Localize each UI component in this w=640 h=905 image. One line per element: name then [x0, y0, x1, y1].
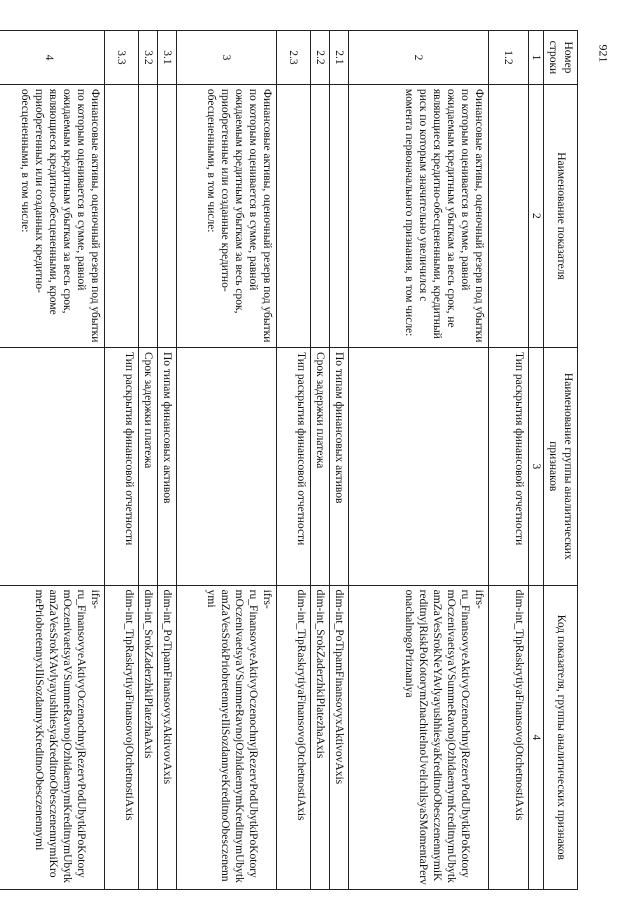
row-group: По типам финансовых активов: [329, 347, 348, 585]
index-cell: 2: [528, 84, 543, 347]
table-row: [488, 31, 528, 890]
row-number: 2.1: [329, 31, 348, 85]
header-indicator-name: Наименование показателя: [544, 84, 578, 347]
row-group: Тип раскрытия финансовой отчетности: [488, 347, 528, 585]
table-row: [176, 31, 276, 890]
row-name: [138, 84, 157, 347]
row-code: dim-int_PoTipamFinansovyxAktivovAxis: [157, 585, 176, 889]
row-group: По типам финансовых активов: [157, 347, 176, 585]
row-code: ifrs-ru_FinansovyeAktivyOczenochnyjRezervPodUbytkiPoKotorymOczenivaetsyaVSummeRavnojOzhidaemymKreditnymUbytkamZaVesSrokPriobretennyeIliSozdannyeKreditnoObesczenennymi: [176, 585, 276, 889]
page-number: 921: [596, 44, 611, 63]
row-code: ifrs-ru_FinansovyeAktivyOczenochnyjRezervPodUbytkiPoKotorymOczenivaetsyaVSummeRavnojOzhidaemymKreditnymUbytkamZaVesSrokYAvlyayushhiesyaKreditnoObesczenennymiKromePriobretennyxIliSozdannyxKreditnoObesczenennymi: [0, 585, 104, 889]
row-number: 3.1: [157, 31, 176, 85]
row-group: Тип раскрытия финансовой отчетности: [276, 347, 310, 585]
indicator-table: [0, 30, 578, 890]
row-group: Срок задержки платежа: [138, 347, 157, 585]
row-code: ifrs-ru_FinansovyeAktivyOczenochnyjRezervPodUbytkiPoKotorymOczenivaetsyaVSummeRavnojOzhidaemymKreditnymUbytkamZaVesSrokNeYAvlyayushhiesyaKreditnoObesczenennymiKreditnyjRiskPoKotorymZnachitelnoUvelichilsyaSMomentaPervonachalnogoPriznaniya: [348, 585, 488, 889]
row-number: 2.3: [276, 31, 310, 85]
header-group-name: Наименование группы аналитических признаков: [544, 347, 578, 585]
row-name: [488, 84, 528, 347]
index-cell: 3: [528, 347, 543, 585]
row-name: Финансовые активы, оценочный резерв под убытки по которым оценивается в сумме, равной ожидаемым кредитным убыткам за весь срок, приобретенные или созданные кредитно-обесцененными, в том числе:: [176, 84, 276, 347]
header-row: [544, 31, 578, 890]
header-row-number: Номер строки: [544, 31, 578, 85]
row-code: dim-int_TipRaskrytiyaFinansovojOtchetnostiAxis: [488, 585, 528, 889]
index-row: [528, 31, 543, 890]
row-name: [329, 84, 348, 347]
row-number: 2.2: [310, 31, 329, 85]
row-code: dim-int_PoTipamFinansovyxAktivovAxis: [329, 585, 348, 889]
row-number: 3: [176, 31, 276, 85]
row-group: Тип раскрытия финансовой отчетности: [104, 347, 138, 585]
index-cell: 1: [528, 31, 543, 85]
table-row: [310, 31, 329, 890]
row-group: [348, 347, 488, 585]
row-group: [0, 347, 104, 585]
row-number: 3.2: [138, 31, 157, 85]
row-name: Финансовые активы, оценочный резерв под убытки по которым оценивается в сумме, равной ожидаемым кредитным убыткам за весь срок, не являющиеся кредитно-обесцененными, кредитный риск по которым значительно увеличился с момента первоначального признания, в том числе:: [348, 84, 488, 347]
row-name: [157, 84, 176, 347]
row-code: dim-int_SrokZaderzhkiPlatezhaAxis: [310, 585, 329, 889]
table-row: [329, 31, 348, 890]
rotated-table-wrapper: [18, 30, 578, 890]
table-row: [0, 31, 104, 890]
row-number: 3.3: [104, 31, 138, 85]
table-row: [276, 31, 310, 890]
table-row: [138, 31, 157, 890]
row-group: [176, 347, 276, 585]
row-code: dim-int_SrokZaderzhkiPlatezhaAxis: [138, 585, 157, 889]
row-code: dim-int_TipRaskrytiyaFinansovojOtchetnostiAxis: [276, 585, 310, 889]
table-row: [104, 31, 138, 890]
row-number: 2: [348, 31, 488, 85]
row-name: [310, 84, 329, 347]
row-number: 1.2: [488, 31, 528, 85]
row-number: 4: [0, 31, 104, 85]
index-cell: 4: [528, 585, 543, 889]
row-name: [276, 84, 310, 347]
row-code: dim-int_TipRaskrytiyaFinansovojOtchetnostiAxis: [104, 585, 138, 889]
header-code: Код показателя, группы аналитических признаков: [544, 585, 578, 889]
row-name: [104, 84, 138, 347]
row-name: Финансовые активы, оценочный резерв под убытки по которым оценивается в сумме, равной ожидаемым кредитным убыткам за весь срок, являющиеся кредитно-обесцененными, кроме приобретенных или созданных кредитно-обесцененными, в том числе:: [0, 84, 104, 347]
table-row: [348, 31, 488, 890]
row-group: Срок задержки платежа: [310, 347, 329, 585]
table-row: [157, 31, 176, 890]
